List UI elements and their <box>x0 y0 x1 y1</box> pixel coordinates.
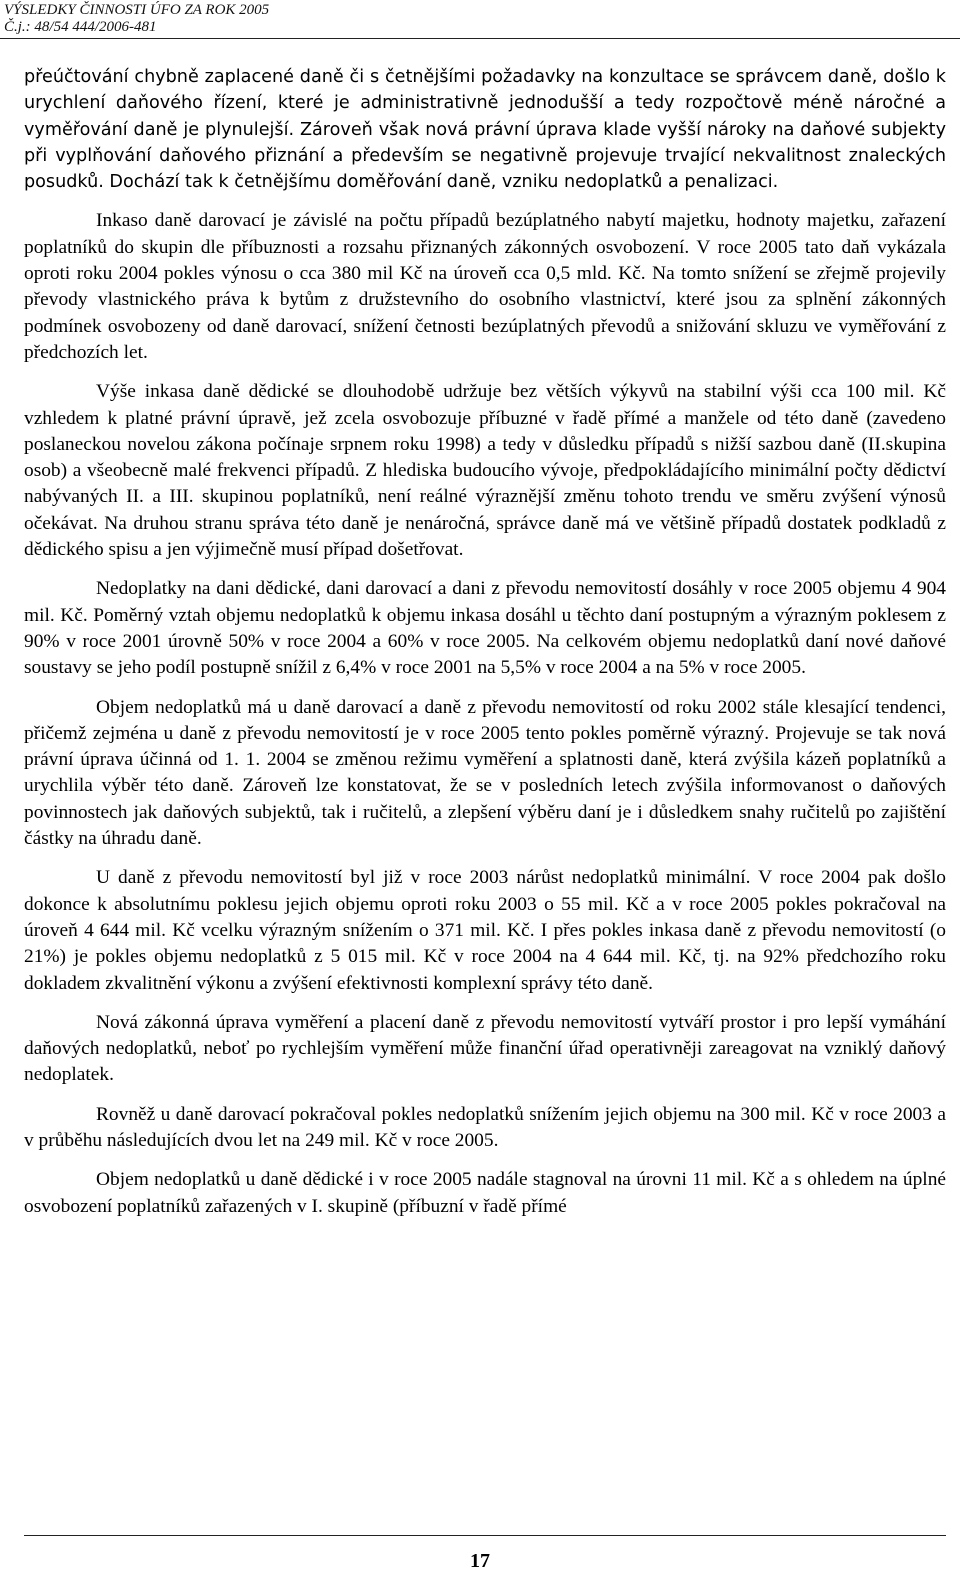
paragraph: Nedoplatky na dani dědické, dani darovací a dani z převodu nemovitostí dosáhly v roce 2005 objemu 4 904 mil. Kč. Poměrný vztah objemu nedoplatků k objemu inkasa dosáhl u těchto daní postupným a výrazným poklesem z 90% v roce 2001 úrovně 50% v roce 2004 a 60% v roce 2005. Na celkovém objemu nedoplatků daní nové daňové soustavy se jeho podíl postupně snížil z 6,4% v roce 2001 na 5,5% v roce 2004 a na 5% v roce 2005. <box>24 578 946 679</box>
reference-number: Č.j.: 48/54 444/2006-481 <box>4 19 157 35</box>
footer-divider <box>24 1535 946 1536</box>
paragraph: Objem nedoplatků má u daně darovací a daně z převodu nemovitostí od roku 2002 stále klesající tendenci, přičemž zejména u daně z převodu nemovitostí je v roce 2005 tento pokles poměrně výrazný. Projevuje se tak nová právní úprava účinná od 1. 1. 2004 se změnou režimu vyměření a splatnosti daně, která zvýšila kázeň poplatníků a urychlila výběr této daně. Zároveň lze konstatovat, že se v posledních letech zvýšila informovanost o daňových povinnostech jak daňových subjektů, tak i ručitelů, a zlepšení výběru daní je i důsledkem snahy ručitelů po zajištění částky na úhradu daně. <box>24 696 946 850</box>
paragraph: přeúčtování chybně zaplacené daně či s četnějšími požadavky na konzultace se správcem daně, došlo k urychlení daňového řízení, které je administrativně jednodušší a tedy rozpočtově méně náročné a vyměřování daně je plynulejší. Zároveň však nová právní úprava klade vyšší nároky na daňové subjekty při vyplňování daňového přiznání a především se negativně projevuje trvající nekvalitnost znaleckých posudků. Dochází tak k četnějšímu doměřování daně, vzniku nedoplatků a penalizaci. <box>24 67 946 193</box>
paragraph: U daně z převodu nemovitostí byl již v roce 2003 nárůst nedoplatků minimální. V roce 2004 pak došlo dokonce k absolutnímu poklesu jejich objemu oproti roku 2003 o 55 mil. Kč a v roce 2005 pokles pokračoval na úroveň 4 644 mil. Kč vcelku výrazným snížením o 371 mil. Kč. I přes pokles inkasa daně z převodu nemovitostí (o 21%) je pokles objemu nedoplatků z 5 015 mil. Kč v roce 2004 na 4 644 mil. Kč, tj. na 92% předchozího roku dokladem zkvalitnění výkonu a zvýšení efektivnosti komplexní správy této daně. <box>24 867 946 994</box>
paragraph: Výše inkasa daně dědické se dlouhodobě udržuje bez větších výkyvů na stabilní výši cca 100 mil. Kč vzhledem k platné právní úpravě, jež zcela osvobozuje příbuzné v řadě přímé a manžele od této daně (zavedeno poslaneckou novelou zákona počínaje srpnem roku 1998) a tedy v důsledku případů s nižší sazbou daně (II.skupina osob) a všeobecně malé frekvenci případů. Z hlediska budoucího vývoje, předpokládajícího minimální počty dědictví nabývaných II. a III. skupinou poplatníků, není reálné výraznější změnu tohoto trendu ve směru zvýšení výnosů očekávat. Na druhou stranu správa této daně je nenáročná, správce daně má ve většině případů dostatek podkladů z dědického spisu a jen výjimečně musí případ došetřovat. <box>24 381 946 561</box>
paragraph: Inkaso daně darovací je závislé na počtu případů bezúplatného nabytí majetku, hodnoty majetku, zařazení poplatníků do skupin dle příbuznosti a rozsahu přiznaných zákonných osvobození. V roce 2005 tato daň vykázala oproti roku 2004 pokles výnosu o cca 380 mil Kč na úroveň cca 0,5 mld. Kč. Na tomto snížení se zřejmě projevily převody vlastnického práva k bytům z družstevního do osobního vlastnictví, které jsou za splnění zákonných podmínek osvobozeny od daně darovací, snížení četnosti bezúplatných převodů a snižování skluzu ve vyměřování z předchozích let. <box>24 210 946 363</box>
paragraph: Nová zákonná úprava vyměření a placení daně z převodu nemovitostí vytváří prostor i pro lepší vymáhání daňových nedoplatků, neboť po rychlejším vyměření může finanční úřad operativněji zareagovat na vzniklý daňový nedoplatek. <box>24 1011 946 1086</box>
page-header <box>4 2 269 36</box>
paragraph: Rovněž u daně darovací pokračoval pokles nedoplatků snížením jejich objemu na 300 mil. Kč v roce 2003 a v průběhu následujících dvou let na 249 mil. Kč v roce 2005. <box>24 1103 946 1151</box>
page-number: 17 <box>470 1550 490 1572</box>
document-body <box>24 64 946 1233</box>
paragraph: Objem nedoplatků u daně dědické i v roce 2005 nadále stagnoval na úrovni 11 mil. Kč a s ohledem na úplné osvobození poplatníků zařazených v I. skupině (příbuzní v řadě přímé <box>24 1169 946 1217</box>
header-divider <box>0 38 960 39</box>
report-title: VÝSLEDKY ČINNOSTI ÚFO ZA ROK 2005 <box>4 2 270 18</box>
